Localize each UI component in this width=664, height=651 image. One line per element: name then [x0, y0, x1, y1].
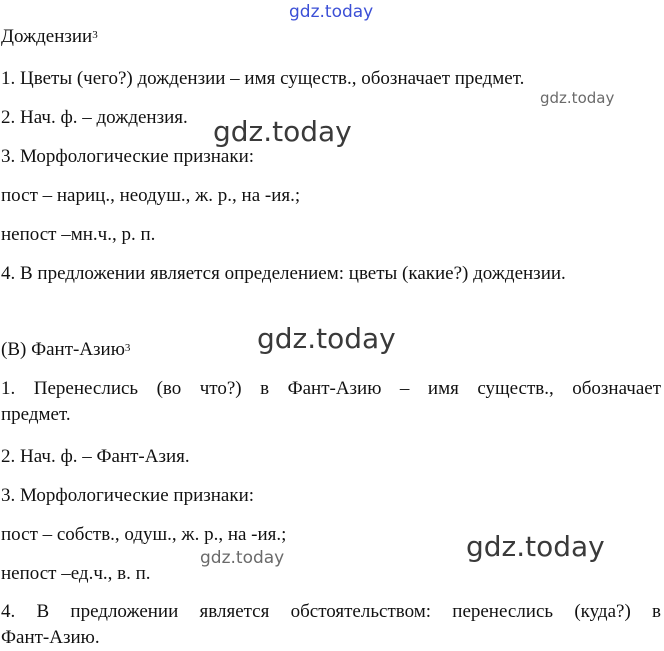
- watermark-top: gdz.today: [289, 2, 374, 22]
- section-b-nonconst: непост –ед.ч., в. п.: [1, 563, 151, 584]
- section-a-title-text: Дождензии: [1, 26, 93, 47]
- section-b-const: пост – собств., одуш., ж. р., на -ия.;: [1, 524, 287, 545]
- watermark-large-2: gdz.today: [257, 322, 396, 355]
- section-a-nonconst: непост –мн.ч., р. п.: [1, 224, 156, 245]
- section-a-item4: 4. В предложении является определением: цветы (какие?) дождензии.: [1, 263, 566, 284]
- section-b-item4-line2: Фант-Азию.: [1, 627, 100, 648]
- section-a-title: [1, 25, 98, 49]
- section-b-item2: 2. Нач. ф. – Фант-Азия.: [1, 446, 190, 467]
- section-b-title-sup: 3: [124, 342, 131, 354]
- section-b-item3: 3. Морфологические признаки:: [1, 485, 255, 506]
- watermark-small-1: gdz.today: [540, 89, 615, 107]
- section-b-title: [1, 338, 130, 362]
- watermark-small-2: gdz.today: [200, 548, 285, 568]
- watermark-large-3: gdz.today: [466, 530, 605, 563]
- section-a-title-sup: 3: [92, 29, 98, 41]
- section-b-item1-line2: предмет.: [1, 404, 71, 425]
- section-b-item1-line1: 1. Перенеслись (во что?) в Фант-Азию – имя существ., обозначает: [1, 378, 661, 399]
- watermark-large-1: gdz.today: [213, 115, 352, 148]
- section-b-item4-line1: 4. В предложении является обстоятельством: перенеслись (куда?) в: [1, 601, 661, 622]
- section-a-item1: 1. Цветы (чего?) дождензии – имя существ., обозначает предмет.: [1, 68, 525, 89]
- section-a-const: пост – нариц., неодуш., ж. р., на -ия.;: [1, 185, 301, 206]
- section-b-title-text: (В) Фант-Азию: [1, 339, 125, 360]
- section-a-item3: 3. Морфологические признаки:: [1, 146, 255, 167]
- section-a-item2: 2. Нач. ф. – дождензия.: [1, 107, 188, 128]
